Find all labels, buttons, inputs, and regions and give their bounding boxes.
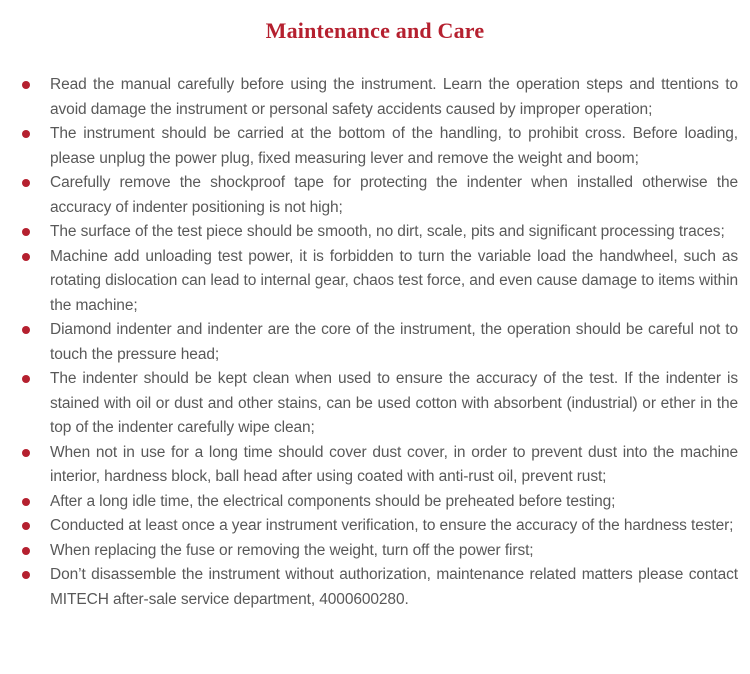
list-item-text: Don’t disassemble the instrument without authorization, maintenance related matters please contact MITECH after-sale service department, 4000600280. [50,566,738,608]
bullet-icon [22,498,30,506]
list-item-text: Diamond indenter and indenter are the core of the instrument, the operation should be careful not to touch the pressure head; [50,321,738,363]
list-item-text: The indenter should be kept clean when used to ensure the accuracy of the test. If the indenter is stained with oil or dust and other stains, can be used cotton with absorbent (industrial) or ether in the top of the indenter carefully wipe clean; [50,370,738,436]
bullet-icon [22,253,30,261]
bullet-icon [22,571,30,579]
list-item-text: The instrument should be carried at the bottom of the handling, to prohibit cross. Before loading, please unplug the power plug, fixed measuring lever and remove the weight and boom; [50,125,738,167]
bullet-icon [22,375,30,383]
list-item [50,245,738,319]
list-item-text: When replacing the fuse or removing the weight, turn off the power first; [50,541,534,559]
list-item-text: Conducted at least once a year instrument verification, to ensure the accuracy of the hardness tester; [50,517,734,534]
list-item [50,490,738,515]
list-item [50,73,738,122]
list-item [50,318,738,367]
bullet-icon [22,449,30,457]
maintenance-list [50,73,738,612]
list-item [50,171,738,220]
bullet-icon [22,326,30,334]
bullet-icon [22,179,30,187]
bullet-icon [22,81,30,89]
list-item [50,563,738,612]
list-item [50,367,738,441]
list-item-text: The surface of the test piece should be smooth, no dirt, scale, pits and significant processing traces; [50,223,725,240]
list-item-text: Carefully remove the shockproof tape for protecting the indenter when installed otherwise the accuracy of indenter positioning is not high; [50,174,738,216]
bullet-icon [22,130,30,138]
list-item [50,122,738,171]
page-title: Maintenance and Care [265,18,485,43]
list-item-text: When not in use for a long time should cover dust cover, in order to prevent dust into the machine interior, hardness block, ball head after using coated with anti-rust oil, prevent rust; [50,443,738,485]
list-item [50,539,738,564]
bullet-icon [22,547,30,555]
list-item-text: Read the manual carefully before using the instrument. Learn the operation steps and ttentions to avoid damage the instrument or personal safety accidents caused by improper operation; [50,76,738,118]
list-item [50,441,738,490]
list-item [50,220,738,245]
list-item-text: Machine add unloading test power, it is forbidden to turn the variable load the handwheel, such as rotating dislocation can lead to internal gear, chaos test force, and even cause damage to items within the machine; [50,247,738,314]
bullet-icon [22,228,30,236]
bullet-icon [22,522,30,530]
list-item-text: After a long idle time, the electrical components should be preheated before testing; [50,492,616,510]
list-item [50,514,738,539]
